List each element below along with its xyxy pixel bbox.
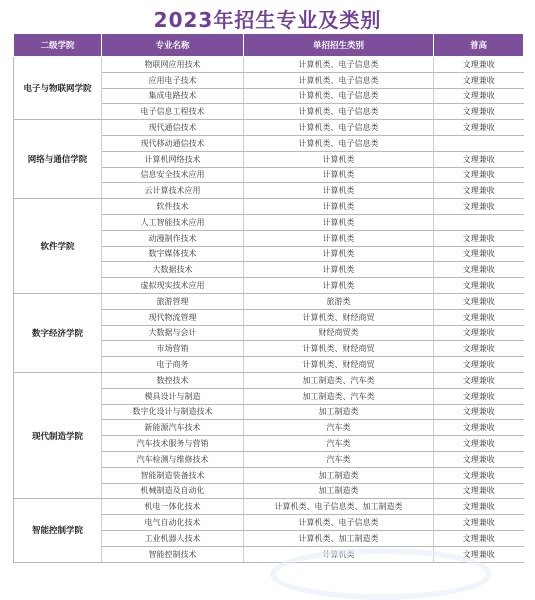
- major-cell: 人工智能技术应用: [102, 214, 244, 230]
- college-cell: 网络与通信学院: [14, 120, 102, 199]
- general-cell: 文理兼收: [434, 404, 524, 420]
- general-cell: 文理兼收: [434, 199, 524, 215]
- major-cell: 物联网应用技术: [102, 57, 244, 73]
- general-cell: 文理兼收: [434, 467, 524, 483]
- table-header-row: [14, 34, 524, 57]
- general-cell: 文理兼收: [434, 230, 524, 246]
- general-cell: 文理兼收: [434, 530, 524, 546]
- header-category: 单招招生类别: [244, 34, 434, 57]
- major-cell: 数控技术: [102, 372, 244, 388]
- general-cell: 文理兼收: [434, 357, 524, 373]
- header-college: 二级学院: [14, 34, 102, 57]
- category-cell: 计算机类: [244, 167, 434, 183]
- major-cell: 计算机网络技术: [102, 151, 244, 167]
- category-cell: 计算机类、电子信息类: [244, 72, 434, 88]
- general-cell: 文理兼收: [434, 515, 524, 531]
- category-cell: 计算机类: [244, 278, 434, 294]
- admissions-table: [13, 33, 524, 563]
- category-cell: 计算机类: [244, 151, 434, 167]
- category-cell: 计算机类、财经商贸: [244, 341, 434, 357]
- major-cell: 大数据与会计: [102, 325, 244, 341]
- general-cell: 文理兼收: [434, 372, 524, 388]
- major-cell: 集成电路技术: [102, 88, 244, 104]
- table-row: [14, 372, 524, 388]
- general-cell: 文理兼收: [434, 104, 524, 120]
- category-cell: 计算机类: [244, 230, 434, 246]
- major-cell: 应用电子技术: [102, 72, 244, 88]
- category-cell: 计算机类: [244, 183, 434, 199]
- page-title: 2023年招生专业及类别: [153, 8, 382, 32]
- header-major: 专业名称: [102, 34, 244, 57]
- major-cell: 智能控制技术: [102, 546, 244, 562]
- category-cell: 汽车类: [244, 436, 434, 452]
- college-cell: 电子与物联网学院: [14, 57, 102, 120]
- major-cell: 现代物流管理: [102, 309, 244, 325]
- major-cell: 机械制造及自动化: [102, 483, 244, 499]
- category-cell: 计算机类: [244, 214, 434, 230]
- category-cell: 计算机类: [244, 546, 434, 562]
- general-cell: [434, 214, 524, 230]
- college-cell: 智能控制学院: [14, 499, 102, 562]
- category-cell: 计算机类、电子信息类: [244, 104, 434, 120]
- college-cell: 数字经济学院: [14, 293, 102, 372]
- general-cell: 文理兼收: [434, 483, 524, 499]
- general-cell: 文理兼收: [434, 499, 524, 515]
- general-cell: 文理兼收: [434, 278, 524, 294]
- category-cell: 计算机类、电子信息类: [244, 57, 434, 73]
- major-cell: 电子商务: [102, 357, 244, 373]
- category-cell: 加工制造类、汽车类: [244, 372, 434, 388]
- major-cell: 新能源汽车技术: [102, 420, 244, 436]
- general-cell: [434, 135, 524, 151]
- category-cell: 汽车类: [244, 451, 434, 467]
- category-cell: 计算机类、财经商贸: [244, 357, 434, 373]
- major-cell: 现代通信技术: [102, 120, 244, 136]
- general-cell: 文理兼收: [434, 293, 524, 309]
- general-cell: 文理兼收: [434, 546, 524, 562]
- category-cell: 加工制造类: [244, 483, 434, 499]
- major-cell: 云计算技术应用: [102, 183, 244, 199]
- general-cell: 文理兼收: [434, 151, 524, 167]
- general-cell: 文理兼收: [434, 325, 524, 341]
- major-cell: 机电一体化技术: [102, 499, 244, 515]
- category-cell: 加工制造类: [244, 467, 434, 483]
- major-cell: 电气自动化技术: [102, 515, 244, 531]
- category-cell: 计算机类: [244, 246, 434, 262]
- category-cell: 旅游类: [244, 293, 434, 309]
- general-cell: 文理兼收: [434, 451, 524, 467]
- major-cell: 汽车检测与维修技术: [102, 451, 244, 467]
- major-cell: 汽车技术服务与营销: [102, 436, 244, 452]
- general-cell: 文理兼收: [434, 57, 524, 73]
- major-cell: 数字媒体技术: [102, 246, 244, 262]
- general-cell: 文理兼收: [434, 262, 524, 278]
- category-cell: 计算机类、财经商贸: [244, 309, 434, 325]
- major-cell: 软件技术: [102, 199, 244, 215]
- major-cell: 模具设计与制造: [102, 388, 244, 404]
- general-cell: 文理兼收: [434, 436, 524, 452]
- header-general: 普高: [434, 34, 524, 57]
- table-row: [14, 57, 524, 73]
- general-cell: 文理兼收: [434, 72, 524, 88]
- major-cell: 市场营销: [102, 341, 244, 357]
- major-cell: 数字化设计与制造技术: [102, 404, 244, 420]
- general-cell: 文理兼收: [434, 420, 524, 436]
- category-cell: 汽车类: [244, 420, 434, 436]
- general-cell: 文理兼收: [434, 167, 524, 183]
- table-row: [14, 199, 524, 215]
- category-cell: 计算机类: [244, 262, 434, 278]
- major-cell: 旅游管理: [102, 293, 244, 309]
- major-cell: 电子信息工程技术: [102, 104, 244, 120]
- table-row: [14, 293, 524, 309]
- general-cell: 文理兼收: [434, 309, 524, 325]
- major-cell: 现代移动通信技术: [102, 135, 244, 151]
- category-cell: 计算机类、电子信息类: [244, 120, 434, 136]
- college-cell: 现代制造学院: [14, 372, 102, 498]
- category-cell: 加工制造类: [244, 404, 434, 420]
- category-cell: 计算机类: [244, 199, 434, 215]
- watermark-shape: [270, 548, 492, 600]
- general-cell: 文理兼收: [434, 183, 524, 199]
- general-cell: 文理兼收: [434, 341, 524, 357]
- major-cell: 智能制造装备技术: [102, 467, 244, 483]
- table-body: [14, 57, 524, 563]
- category-cell: 计算机类、电子信息类: [244, 88, 434, 104]
- major-cell: 信息安全技术应用: [102, 167, 244, 183]
- college-cell: 软件学院: [14, 199, 102, 294]
- admissions-table-container: [13, 33, 523, 563]
- table-row: [14, 120, 524, 136]
- category-cell: 加工制造类、汽车类: [244, 388, 434, 404]
- general-cell: 文理兼收: [434, 88, 524, 104]
- general-cell: 文理兼收: [434, 246, 524, 262]
- category-cell: 财经商贸类: [244, 325, 434, 341]
- table-row: [14, 499, 524, 515]
- major-cell: 大数据技术: [102, 262, 244, 278]
- category-cell: 计算机类、电子信息类: [244, 515, 434, 531]
- major-cell: 工业机器人技术: [102, 530, 244, 546]
- major-cell: 动漫制作技术: [102, 230, 244, 246]
- category-cell: 计算机类、电子信息类、加工制造类: [244, 499, 434, 515]
- category-cell: 计算机类、加工制造类: [244, 530, 434, 546]
- general-cell: 文理兼收: [434, 120, 524, 136]
- major-cell: 虚拟现实技术应用: [102, 278, 244, 294]
- category-cell: 计算机类、电子信息类: [244, 135, 434, 151]
- general-cell: 文理兼收: [434, 388, 524, 404]
